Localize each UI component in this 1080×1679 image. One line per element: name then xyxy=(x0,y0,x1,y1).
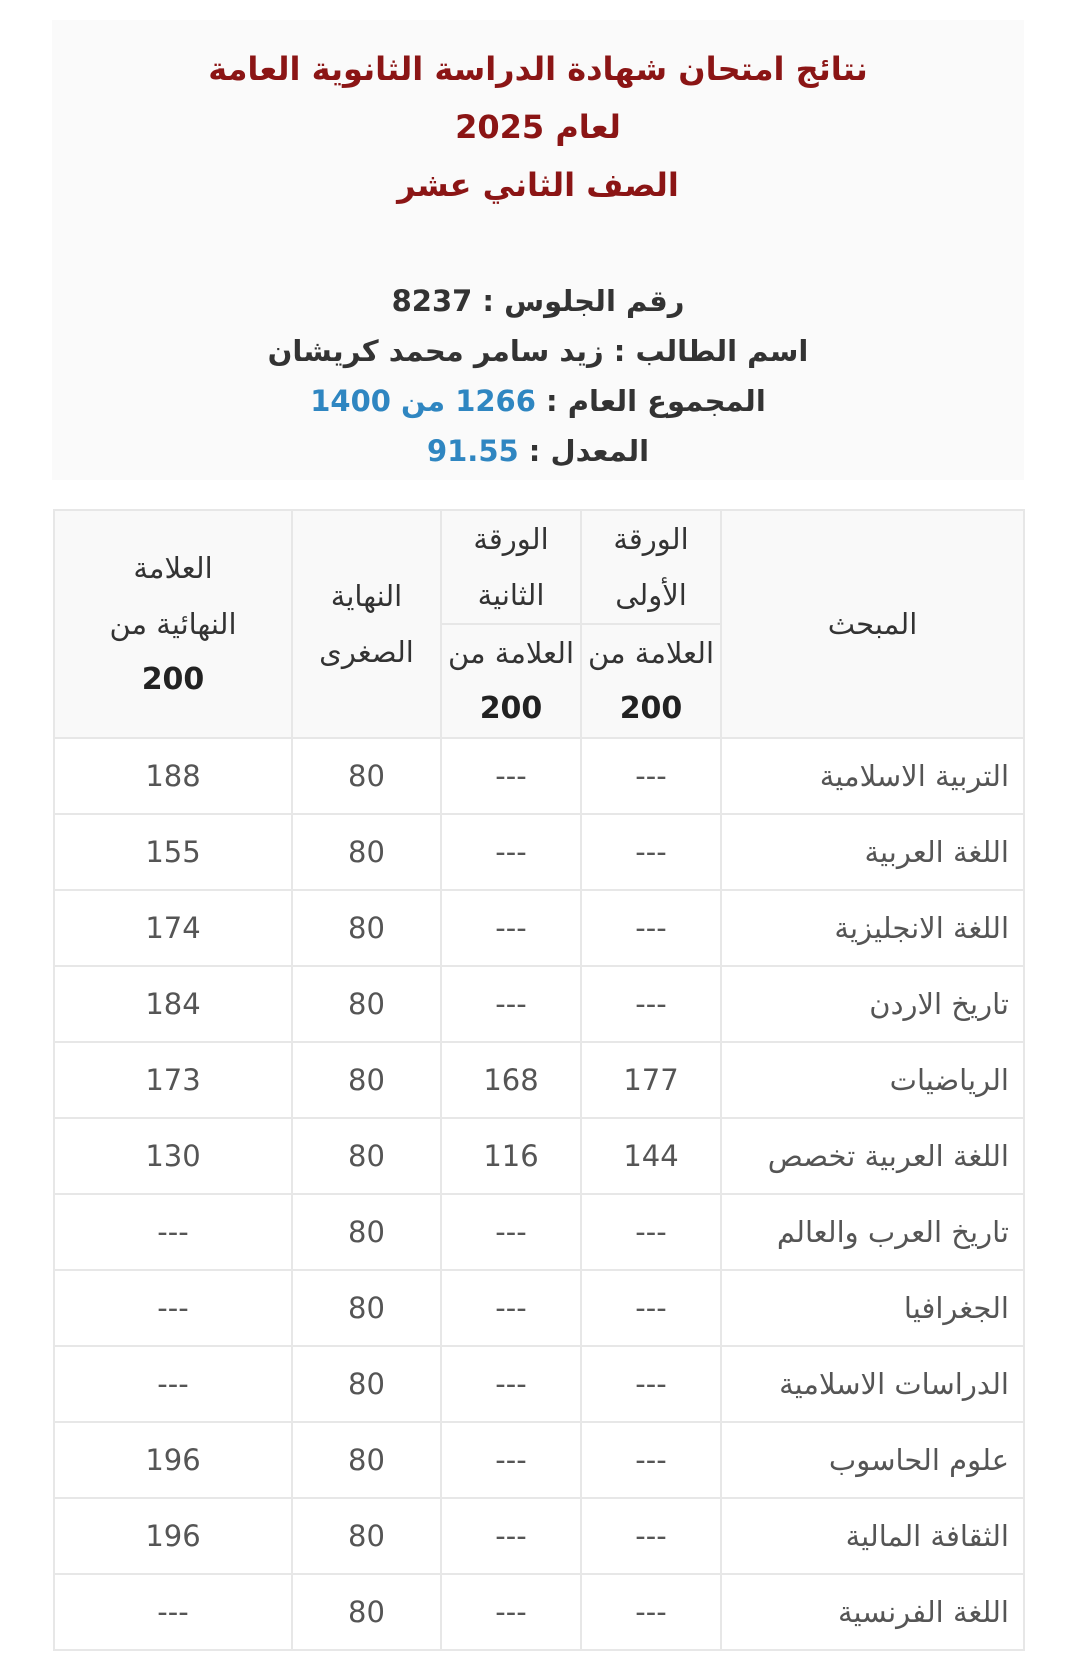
average-value: 91.55 xyxy=(426,434,519,468)
final-mark-cell: 196 xyxy=(54,1422,292,1498)
paper1-cell: --- xyxy=(581,1498,721,1574)
min-mark-cell: 80 xyxy=(292,890,441,966)
final-mark-cell: --- xyxy=(54,1346,292,1422)
paper2-cell: --- xyxy=(441,890,581,966)
min-mark-cell: 80 xyxy=(292,1194,441,1270)
header-paper1 xyxy=(581,510,721,624)
total-value: 1266 من 1400 xyxy=(310,384,536,418)
seat-number-label: رقم الجلوس : xyxy=(482,284,685,318)
min-mark-cell: 80 xyxy=(292,966,441,1042)
student-name-value: زيد سامر محمد كريشان xyxy=(267,334,604,368)
final-mark-cell: 155 xyxy=(54,814,292,890)
paper2-cell: --- xyxy=(441,814,581,890)
subject-cell: الثقافة المالية xyxy=(721,1498,1024,1574)
paper1-cell: --- xyxy=(581,1422,721,1498)
table-row xyxy=(54,1498,1024,1574)
header-paper2-line1: الورقة xyxy=(473,522,549,556)
subject-cell: الجغرافيا xyxy=(721,1270,1024,1346)
paper2-cell: --- xyxy=(441,1270,581,1346)
min-mark-cell: 80 xyxy=(292,1042,441,1118)
paper2-cell: --- xyxy=(441,966,581,1042)
table-row xyxy=(54,1042,1024,1118)
average-label: المعدل : xyxy=(528,434,650,468)
subject-cell: التربية الاسلامية xyxy=(721,738,1024,814)
header-paper1-line2: الأولى xyxy=(615,578,687,612)
paper2-cell: 168 xyxy=(441,1042,581,1118)
results-table-head xyxy=(54,510,1024,738)
header-min-line1: النهاية xyxy=(330,579,403,613)
header-final-line1: العلامة xyxy=(133,551,213,585)
min-mark-cell: 80 xyxy=(292,1118,441,1194)
table-row xyxy=(54,1270,1024,1346)
final-mark-cell: --- xyxy=(54,1574,292,1650)
table-row xyxy=(54,814,1024,890)
header-paper1-score-max: 200 xyxy=(619,691,683,726)
table-row xyxy=(54,890,1024,966)
header-paper2-score-label: العلامة من xyxy=(447,636,575,670)
header-subject-text: المبحث xyxy=(827,607,918,641)
title-line-1: نتائج امتحان شهادة الدراسة الثانوية العامة xyxy=(208,50,868,88)
header-min-mark xyxy=(292,510,441,738)
table-row xyxy=(54,966,1024,1042)
final-mark-cell: 130 xyxy=(54,1118,292,1194)
subject-cell: الرياضيات xyxy=(721,1042,1024,1118)
result-header-card xyxy=(52,20,1024,480)
paper1-cell: --- xyxy=(581,966,721,1042)
paper1-cell: --- xyxy=(581,1194,721,1270)
seat-number-line xyxy=(52,276,1024,326)
subject-cell: الدراسات الاسلامية xyxy=(721,1346,1024,1422)
header-final-max: 200 xyxy=(141,662,205,697)
student-name-label: اسم الطالب : xyxy=(613,334,809,368)
total-line xyxy=(52,376,1024,426)
title-line-2: لعام 2025 xyxy=(455,108,621,146)
final-mark-cell: --- xyxy=(54,1194,292,1270)
min-mark-cell: 80 xyxy=(292,738,441,814)
min-mark-cell: 80 xyxy=(292,1574,441,1650)
results-table xyxy=(53,509,1025,1651)
subject-cell: اللغة العربية تخصص xyxy=(721,1118,1024,1194)
final-mark-cell: --- xyxy=(54,1270,292,1346)
paper1-cell: 177 xyxy=(581,1042,721,1118)
subject-cell: اللغة الفرنسية xyxy=(721,1574,1024,1650)
final-mark-cell: 184 xyxy=(54,966,292,1042)
min-mark-cell: 80 xyxy=(292,1498,441,1574)
paper1-cell: --- xyxy=(581,1270,721,1346)
table-row xyxy=(54,1422,1024,1498)
student-info xyxy=(52,276,1024,476)
paper1-cell: --- xyxy=(581,1346,721,1422)
results-table-body xyxy=(54,738,1024,1650)
exam-title xyxy=(52,20,1024,214)
table-row xyxy=(54,1346,1024,1422)
student-name-line xyxy=(52,326,1024,376)
paper2-cell: 116 xyxy=(441,1118,581,1194)
total-label: المجموع العام : xyxy=(546,384,766,418)
header-paper2-line2: الثانية xyxy=(477,578,545,612)
paper1-cell: --- xyxy=(581,738,721,814)
header-paper1-line1: الورقة xyxy=(613,522,689,556)
table-row xyxy=(54,1574,1024,1650)
subject-cell: تاريخ الاردن xyxy=(721,966,1024,1042)
paper1-cell: 144 xyxy=(581,1118,721,1194)
paper2-cell: --- xyxy=(441,1422,581,1498)
subject-cell: اللغة العربية xyxy=(721,814,1024,890)
seat-number-value: 8237 xyxy=(391,284,473,318)
min-mark-cell: 80 xyxy=(292,814,441,890)
subject-cell: تاريخ العرب والعالم xyxy=(721,1194,1024,1270)
final-mark-cell: 174 xyxy=(54,890,292,966)
paper2-cell: --- xyxy=(441,738,581,814)
average-line xyxy=(52,426,1024,476)
header-paper1-score-label: العلامة من xyxy=(587,636,715,670)
paper2-cell: --- xyxy=(441,1498,581,1574)
final-mark-cell: 188 xyxy=(54,738,292,814)
header-paper2 xyxy=(441,510,581,624)
header-subject xyxy=(721,510,1024,738)
header-final-mark xyxy=(54,510,292,738)
header-paper1-score xyxy=(581,624,721,738)
paper2-cell: --- xyxy=(441,1574,581,1650)
subject-cell: علوم الحاسوب xyxy=(721,1422,1024,1498)
min-mark-cell: 80 xyxy=(292,1346,441,1422)
paper2-cell: --- xyxy=(441,1194,581,1270)
table-row xyxy=(54,1194,1024,1270)
title-line-3: الصف الثاني عشر xyxy=(397,166,679,204)
table-row xyxy=(54,1118,1024,1194)
header-final-line2: النهائية من xyxy=(109,607,237,641)
final-mark-cell: 196 xyxy=(54,1498,292,1574)
paper2-cell: --- xyxy=(441,1346,581,1422)
subject-cell: اللغة الانجليزية xyxy=(721,890,1024,966)
paper1-cell: --- xyxy=(581,1574,721,1650)
paper1-cell: --- xyxy=(581,814,721,890)
final-mark-cell: 173 xyxy=(54,1042,292,1118)
paper1-cell: --- xyxy=(581,890,721,966)
min-mark-cell: 80 xyxy=(292,1270,441,1346)
header-paper2-score xyxy=(441,624,581,738)
header-min-line2: الصغرى xyxy=(319,635,414,669)
min-mark-cell: 80 xyxy=(292,1422,441,1498)
table-row xyxy=(54,738,1024,814)
header-paper2-score-max: 200 xyxy=(479,691,543,726)
